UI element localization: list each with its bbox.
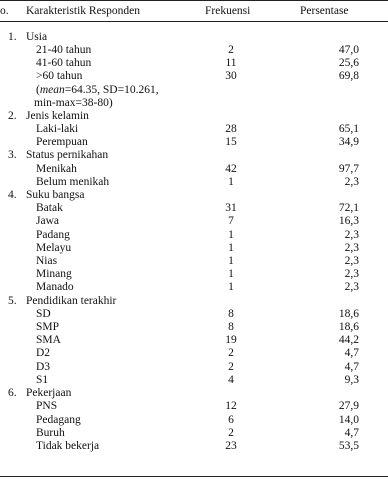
row-label: Pedagang [36,414,81,426]
row-label: Nias [36,255,58,267]
row-number: 1. [8,31,17,43]
row-percentage: 2,3 [344,281,359,293]
row-percentage: 34,9 [338,136,359,148]
row-percentage: 4,7 [344,347,359,359]
header-bottom-rule [0,21,388,22]
row-frequency: 30 [225,70,237,82]
row-label: Jawa [36,215,59,227]
row-percentage: 53,5 [338,440,359,452]
row-label: Usia [26,31,48,43]
row-frequency: 19 [225,334,237,346]
row-frequency: 7 [228,215,234,227]
row-frequency: 23 [225,440,237,452]
row-frequency: 15 [225,136,237,148]
row-frequency: 12 [225,400,237,412]
row-percentage: 2,3 [344,268,359,280]
row-label: 21-40 tahun [36,44,92,56]
row-frequency: 1 [228,176,234,188]
header-characteristic: Karakteristik Responden [26,5,141,17]
label-rest: =64.35, SD=10.261, [64,84,159,96]
row-percentage: 9,3 [344,374,359,386]
row-percentage: 18,6 [338,308,359,320]
row-label: 41-60 tahun [36,57,92,69]
row-percentage: 2,3 [344,255,359,267]
row-label: Melayu [36,242,72,254]
row-frequency: 1 [228,255,234,267]
row-label: Perempuan [36,136,88,148]
row-frequency: 42 [225,163,237,175]
row-label: Batak [36,202,63,214]
row-frequency: 28 [225,123,237,135]
row-label: Laki-laki [36,123,79,135]
row-label: Pendidikan terakhir [26,295,117,307]
row-label: Status pernikahan [26,149,109,161]
row-frequency: 11 [225,57,237,69]
label-italic: mean [39,84,65,96]
row-label: PNS [36,400,58,412]
row-frequency: 31 [225,202,237,214]
row-label: SMA [36,334,61,346]
row-label: S1 [36,374,49,386]
row-percentage: 14,0 [338,414,359,426]
row-label: >60 tahun [36,70,83,82]
row-percentage: 65,1 [338,123,359,135]
row-label: Manado [36,281,74,293]
row-frequency: 1 [228,229,234,241]
row-frequency: 2 [228,44,234,56]
row-percentage: 72,1 [338,202,359,214]
header-frequency: Frekuensi [205,5,251,17]
row-label: Belum menikah [36,176,110,188]
label-prefix: ( [36,84,40,96]
row-percentage: 16,3 [338,215,359,227]
row-label: Padang [36,229,70,241]
row-percentage: 18,6 [338,321,359,333]
row-label: SD [36,308,51,320]
row-number: 3. [8,149,17,161]
row-label: Tidak bekerja [36,440,100,452]
row-label: Suku bangsa [26,189,85,201]
row-number: 5. [8,295,17,307]
row-percentage: 27,9 [338,400,359,412]
row-frequency: 8 [228,321,234,333]
row-label: Buruh [36,427,65,439]
row-percentage: 47,0 [338,44,359,56]
row-label: Jenis kelamin [26,110,89,122]
row-label: Pekerjaan [26,387,72,399]
row-frequency: 8 [228,308,234,320]
row-label: Minang [36,268,72,280]
row-frequency: 6 [228,414,234,426]
row-frequency: 1 [228,281,234,293]
row-number: 6. [8,387,17,399]
row-percentage: 2,3 [344,242,359,254]
row-percentage: 2,3 [344,229,359,241]
row-label [36,84,159,97]
row-frequency: 4 [228,374,234,386]
row-label: D2 [36,347,51,359]
row-label: Menikah [36,163,77,175]
row-number: 2. [8,110,17,122]
row-frequency: 2 [228,361,234,373]
row-frequency: 2 [228,347,234,359]
row-percentage: 97,7 [338,163,359,175]
table-top-rule [0,0,388,1]
row-label: SMP [36,321,60,333]
row-percentage: 25,6 [338,57,359,69]
row-number: 4. [8,189,17,201]
header-percentage: Persentase [300,5,349,17]
table-bottom-rule [0,476,388,477]
row-percentage: 44,2 [338,334,359,346]
row-label: D3 [36,361,51,373]
row-frequency: 1 [228,242,234,254]
row-frequency: 1 [228,268,234,280]
row-label: min-max=38-80) [34,97,113,109]
row-percentage: 4,7 [344,361,359,373]
row-percentage: 2,3 [344,176,359,188]
row-percentage: 69,8 [338,70,359,82]
header-no: o. [0,5,9,17]
row-percentage: 4,7 [344,427,359,439]
row-frequency: 2 [228,427,234,439]
